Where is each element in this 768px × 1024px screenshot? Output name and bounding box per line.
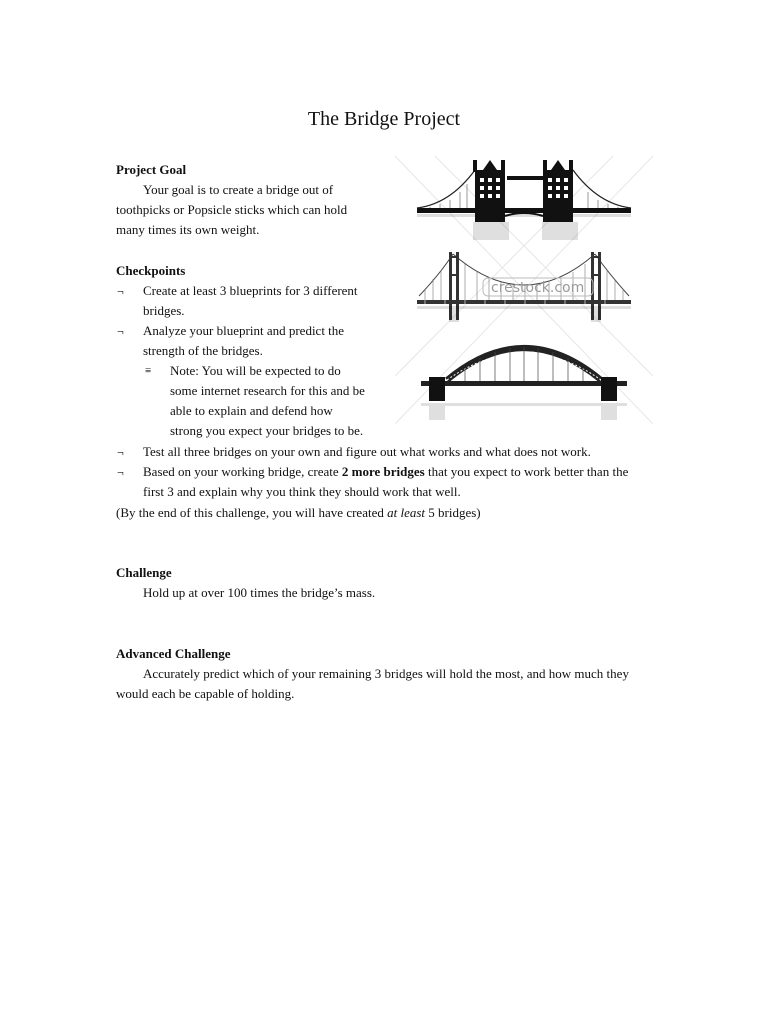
- checkpoint-item: Test all three bridges on your own and figure out what works and what does not work.: [143, 444, 591, 459]
- bullet-icon: ¬: [117, 324, 124, 338]
- checkpoint-item: first 3 and explain why you think they should work that well.: [143, 484, 461, 499]
- tower-bridge-drawing: [417, 160, 631, 240]
- checkpoint-item: strength of the bridges.: [143, 343, 263, 358]
- closing-text: 5 bridges): [425, 505, 481, 520]
- arch-bridge-drawing: [421, 347, 627, 420]
- project-goal-heading: Project Goal: [116, 162, 187, 177]
- watermark-text: crestock.com: [491, 280, 585, 296]
- advanced-challenge-line: would each be capable of holding.: [116, 686, 295, 701]
- challenge-text: Hold up at over 100 times the bridge’s mass.: [143, 585, 376, 600]
- bullet-icon: ¬: [117, 445, 124, 459]
- project-goal-line: toothpicks or Popsicle sticks which can hold: [116, 202, 348, 217]
- advanced-challenge-heading: Advanced Challenge: [116, 646, 231, 661]
- checkpoint-item: Create at least 3 blueprints for 3 different: [143, 283, 358, 298]
- challenge-heading: Challenge: [116, 565, 172, 580]
- advanced-challenge-line: Accurately predict which of your remaining 3 bridges will hold the most, and how much they: [143, 666, 629, 681]
- sub-bullet-icon: ≡: [145, 365, 152, 377]
- note-line: Note: You will be expected to do: [170, 363, 341, 378]
- item-text: Based on your working bridge, create: [143, 464, 342, 479]
- note-line: strong you expect your bridges to be.: [170, 423, 364, 438]
- project-goal-line: Your goal is to create a bridge out of: [143, 182, 334, 197]
- note-line: able to explain and defend how: [170, 403, 333, 418]
- checkpoint-item: Analyze your blueprint and predict the: [143, 323, 345, 338]
- checkpoint-item: bridges.: [143, 303, 185, 318]
- page-title: The Bridge Project: [307, 108, 461, 130]
- item-text: that you expect to work better than the: [424, 464, 629, 479]
- bridge-illustration: [395, 156, 653, 424]
- closing-text: (By the end of this challenge, you will have created: [116, 505, 388, 520]
- note-line: some internet research for this and be: [170, 383, 365, 398]
- closing-italic: at least: [387, 505, 426, 520]
- checkpoint-item: [143, 462, 628, 482]
- bullet-icon: ¬: [117, 465, 124, 479]
- bullet-icon: ¬: [117, 284, 124, 298]
- checkpoints-heading: Checkpoints: [116, 263, 186, 278]
- project-goal-line: many times its own weight.: [116, 222, 260, 237]
- item-bold-text: 2 more bridges: [341, 464, 425, 479]
- suspension-bridge-drawing: [417, 252, 631, 322]
- closing-note: [116, 503, 481, 523]
